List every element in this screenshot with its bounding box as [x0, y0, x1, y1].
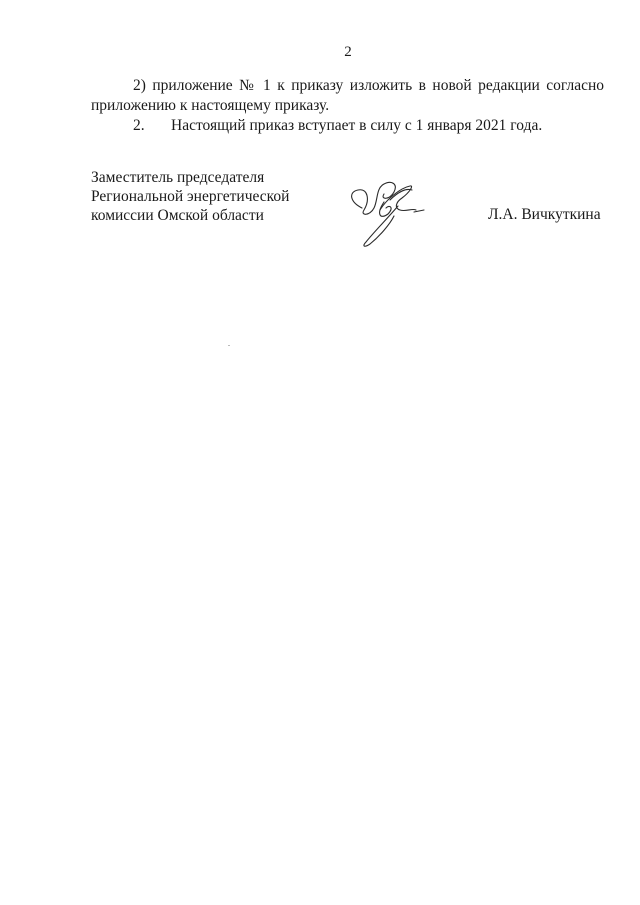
- paragraph-2-number: 2.: [133, 117, 145, 134]
- document-body: [91, 76, 604, 136]
- paragraph-2-text: Настоящий приказ вступает в силу с 1 января 2021 года.: [171, 117, 543, 134]
- position-line-1: Заместитель председателя: [91, 169, 265, 186]
- signer-name: Л.А. Вичкуткина: [488, 206, 601, 223]
- handwritten-signature: [340, 170, 430, 250]
- page-number: 2: [344, 44, 352, 60]
- position-line-3: комиссии Омской области: [91, 207, 264, 224]
- paragraph-item-2: 2) приложение № 1 к приказу изложить в новой редакции согласно приложению к настоящему приказу.: [91, 77, 604, 114]
- position-line-2: Региональной энергетической: [91, 188, 290, 205]
- signatory-position: [91, 168, 289, 225]
- paragraph-2: [91, 116, 604, 136]
- scan-speck: [228, 345, 230, 346]
